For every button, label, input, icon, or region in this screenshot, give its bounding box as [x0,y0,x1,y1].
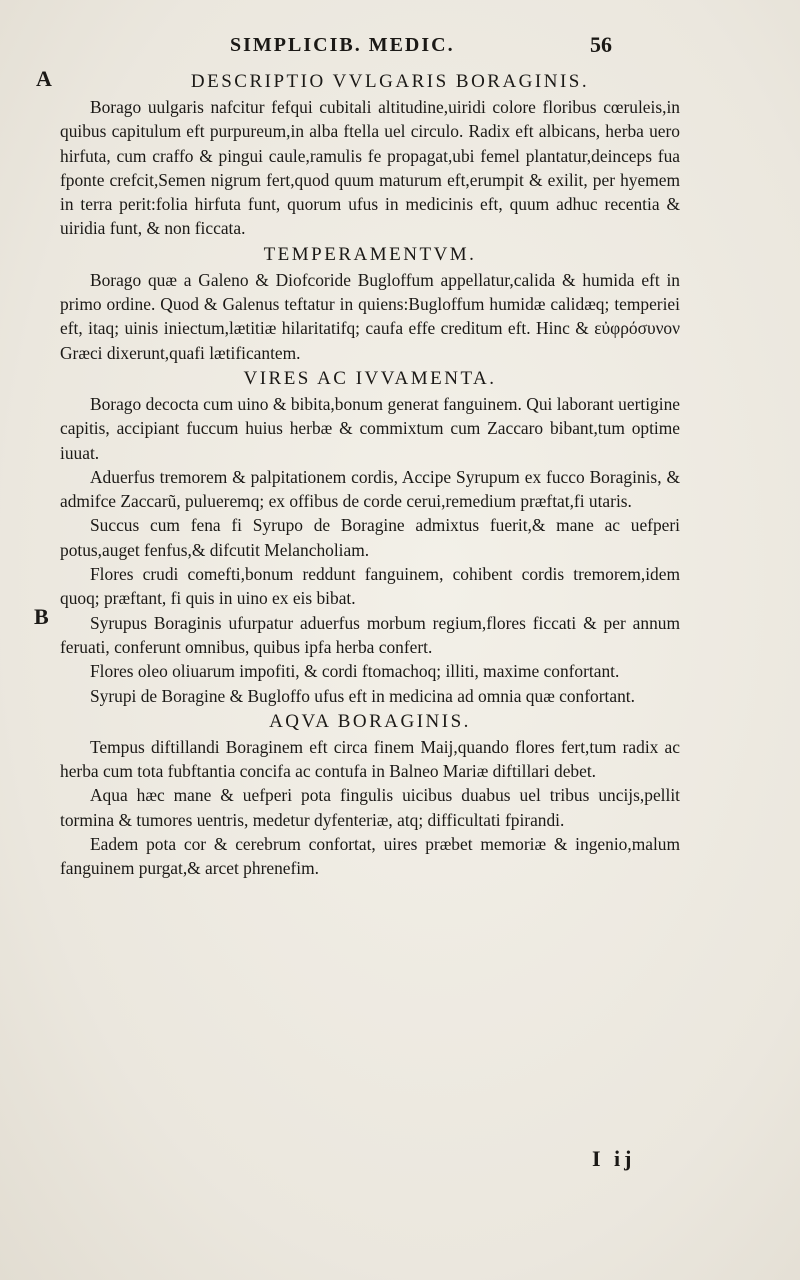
paragraph: Borago decocta cum uino & bibita,bonum generat fanguinem. Qui laborant uertigine capitis, accipiant fuccum huius herbæ & commixtum cum Zaccaro bibant,tum optime iuuat. [60,393,680,463]
main-text [60,68,680,881]
margin-letter-b: B [34,604,49,629]
signature-mark: I ij [592,1146,636,1171]
paragraph: Flores oleo oliuarum impofiti, & cordi ftomachoq; illiti, maxime confortant. [90,661,620,682]
section-heading-description: DESCRIPTIO VVLGARIS BORAGINIS. [190,71,590,92]
section-heading-water: AQVA BORAGINIS. [269,710,471,732]
running-title: SIMPLICIB. MEDIC. [230,34,455,56]
paragraph: Borago quæ a Galeno & Diofcoride Bugloffum appellatur,calida & humida eft in primo ordine. Quod & Galenus teftatur in quiens:Bugloffum humidæ calidæq; temperiei eft, itaq; uinis iniectum,lætitiæ hilaritatifq; caufa effe creditum eft. Hinc & εὐφρόσυνον Græci dixerunt,quafi lætificantem. [60,269,680,363]
paragraph: Borago uulgaris nafcitur fefqui cubitali altitudine,uiridi colore floribus cœruleis,in quibus capitulum eft purpureum,in alba ftella uel circulo. Radix eft albicans, herba uero hirfuta, cum craffo & pingui caule,ramulis fe propagat,ubi femel plantatur,deinceps fua fponte crefcit,Semen nigrum fert,quod quum maturum eft,erumpit & exilit, per hyemem in terra perit:folia hirfuta funt, quorum ufus in medicinis eft, quum adhuc recentia & uiridia funt, & non ficcata. [60,97,680,239]
paragraph: Aqua hæc mane & uefperi pota fingulis uicibus duabus uel tribus uncijs,pellit tormina & tumores uentris, medetur dyfenteriæ, atq; difficultati fpirandi. [60,785,680,830]
section-heading-virtues: VIRES AC IVVAMENTA. [243,367,497,389]
paragraph: Tempus diftillandi Boraginem eft circa finem Maij,quando flores fert,tum radix ac herba cum tota fubftantia concifa ac contufa in Balneo Mariæ diftillari debet. [60,736,680,782]
paragraph: Flores crudi comefti,bonum reddunt fanguinem, cohibent cordis tremorem,idem quoq; præftant, fi quis in uino ex eis bibat. [60,564,680,609]
margin-letter-a: A [36,66,52,91]
paragraph: Succus cum fena fi Syrupo de Boragine admixtus fuerit,& mane ac uefperi potus,auget fenfus,& difcutit Melancholiam. [60,515,680,560]
paragraph: Aduerfus tremorem & palpitationem cordis, Accipe Syrupum ex fucco Boraginis, & admifce Zaccarũ, pulueremq; ex offibus de corde cerui,remedium præftat,fi utaris. [60,466,680,512]
paragraph: Eadem pota cor & cerebrum confortat, uires præbet memoriæ & ingenio,malum fanguinem purgat,& arcet phrenefim. [60,834,680,879]
paragraph: Syrupus Boraginis ufurpatur aduerfus morbum regium,flores ficcati & per annum feruati, conferunt omnibus, quibus ipfa herba confert. [60,612,680,657]
paragraph: Syrupi de Boragine & Bugloffo ufus eft in medicina ad omnia quæ confortant. [90,685,635,706]
page-number: 56 [590,32,612,57]
running-head [0,34,800,66]
section-heading-temperament: TEMPERAMENTVM. [263,243,477,265]
